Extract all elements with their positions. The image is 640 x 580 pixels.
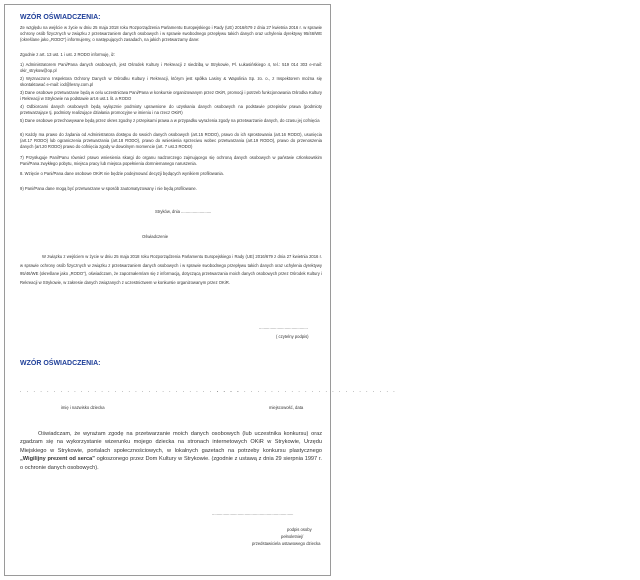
info-item-7: 7) Przysługuje Pani/Panu również prawo wniesienia skargi do organu nadzorczego zajmującego się ochroną danych osobowych w państwie członkowskim Pani/Pana zwykłego pobytu, miejsca pracy lub miejsca popełnienia domniemanego naruszenia. bbox=[20, 155, 322, 167]
info-item-8: 8. Wzięcie o Pani/Pana dane osobowe OKiR nie będzie podejmować decyzji będących wynikiem profilowania. bbox=[20, 171, 224, 176]
child-name-label: imię i nazwisko dziecka bbox=[61, 405, 105, 410]
child-name-dotted-line: . . . . . . . . . . . . . . . . . . . . . . . . . . . . . . . . . bbox=[20, 388, 241, 394]
info-item-2: 2) Wyznaczono Inspektora Ochrony Danych w Ośrodku Kultury i Rekreacji, którym jest spółka Lasiny & Wapolinia Sp. zo. o., z Inspektorem można się skontaktować e-mail: iod@lesny.com.pl bbox=[20, 76, 322, 88]
signature-line-1: .......................................... bbox=[259, 325, 308, 330]
consent-text-post: ogłoszonego przez Dom Kultury w Strykowie. (zgodnie z ustawą z dnia 29 sierpnia 1997 r. o ochronie danych osobowych). bbox=[20, 456, 322, 471]
place-date-dotted-line: . . . . . . . . . . . . . . . . . . . . . . . . . . . bbox=[217, 388, 397, 394]
consent-paragraph bbox=[20, 430, 322, 472]
signature-caption-2b: pełnoletniej/ bbox=[281, 534, 304, 539]
declaration-text: W związku z wejściem w życie w dniu 25 maja 2018 roku Rozporządzenia Parlamentu Europejskiego i Rady (UE) 2016/679 z dnia 27 kwietnia 2016 r. w sprawie ochrony osób fizycznych w związku z przetwarzaniem danych osobowych i w sprawie swobodnego przepływu takich danych oraz uchylenia dyrektywy 95/46/WE (określane jako „RODO"), oświadczam, że zapoznałem/am się z informacją, dotyczącą przetwarzania moich danych osobowych przez Ośrodek Kultury i Rekreacji w Strykowie, w zakresie danych związanych z uczestnictwem w konkursie organizowanym przez OKiR. bbox=[20, 254, 322, 285]
declaration-title: Oświadczenie bbox=[142, 234, 169, 239]
info-item-5: 5) Dane osobowe przechowywane będą przez okres zgodny z przepisami prawa a w przypadku wyrażenia zgody na przetwarzanie danych, do czasu jej cofnięcia bbox=[20, 118, 320, 123]
info-item-3: 3) Dane osobowe przetwarzane będą w celu uczestnictwa Pani/Pana w konkursie organizowanym przez OKiR, promocji i potrzeb funkcjonowania Ośrodka Kultury i Rekreacji w Strykowie na podstawie art.6 ust.1 lit. a RODO bbox=[20, 90, 322, 102]
contest-name: „Wigilijny prezent od serca" bbox=[20, 456, 95, 463]
intro-paragraph: Ze względu na wejście w życie w dniu 25 maja 2018 roku Rozporządzenia Parlamentu Europejskiego i Rady (UE) 2016/679 z dnia 27 kwietnia 2016 r. w sprawie ochrony osób fizycznych w związku z przetwarzaniem danych osobowych i w sprawie swobodnego przepływu takich danych oraz uchylenia dyrektywy 95/46/WE (określane jako „RODO") informujemy, o następujących zasadach, na jakich przetwarzamy dane: bbox=[20, 25, 322, 43]
consent-text-pre: Oświadczam, że wyrażam zgodę na przetwarzanie moich danych osobowych (lub uczestnika konkursu) oraz zgadzam się na wykorzystanie wizerunku mojego dziecka na stronach internetowych OKiR w Strykowie, Urzędu Miejskiego w Strykowie, portalach społecznościowych, w lokalnych gazetach na potrzeby konkursu plastycznego bbox=[20, 431, 322, 454]
info-item-9: 9) Pani/Pana dane mogą być przetwarzane w sposób zautomatyzowany i nie będą profilowane. bbox=[20, 186, 197, 191]
signature-caption-2c: przedstawiciela ustawowego dziecka bbox=[252, 541, 321, 546]
signature-caption-2a: podpis osoby bbox=[287, 527, 312, 532]
info-item-6: 6) Każdy ma prawo do żądania od Administratora dostępu do swoich danych osobowych (art.15 RODO), prawo do ich sprostowania (art.16 RODO), usunięcia (art.17 RODO) lub ograniczenia przetwarzania (art.18 RODO), prawo do wniesienia sprzeciwu wobec przetwarzania (art.19 RODO), prawo do przenoszenia danych (art.20 RODO) prawo do cofnięcia zgody w dowolnym momencie (art. 7 ust.3 RODO) bbox=[20, 132, 322, 150]
place-date-label: miejscowość, data bbox=[269, 405, 304, 410]
signature-line-2: ...................................................................... bbox=[212, 511, 294, 516]
info-item-1: 1) Administratorem Pani/Pana danych osobowych, jest Ośrodek Kultury i Rekreacji z siedzibą w Strykowie, Pl. Łukasińskiego 4, tel.: 519 014 303 e-mail: okir_strykow@op.pl bbox=[20, 62, 322, 74]
section1-heading: WZÓR OŚWIADCZENIA: bbox=[20, 14, 101, 21]
place-date: Stryków, dnia .......................... bbox=[155, 209, 212, 214]
info-item-4: 4) Odbiorcami danych osobowych będą wyłącznie podmioty uprawnione do uzyskania danych osobowych na podstawie przepisów prawa (podmioty przetwarzające tj. podmioty realizujące działania promocyjne w imieniu i na rzecz OKiR) bbox=[20, 104, 322, 116]
section2-heading: WZÓR OŚWIADCZENIA: bbox=[20, 360, 101, 367]
signature-caption-1: ( czytelny podpis) bbox=[276, 334, 309, 339]
legal-basis: Zgodnie z art. 13 ust. 1 i ust. 2 RODO informuję, iż: bbox=[20, 52, 115, 57]
document-page bbox=[4, 4, 397, 576]
